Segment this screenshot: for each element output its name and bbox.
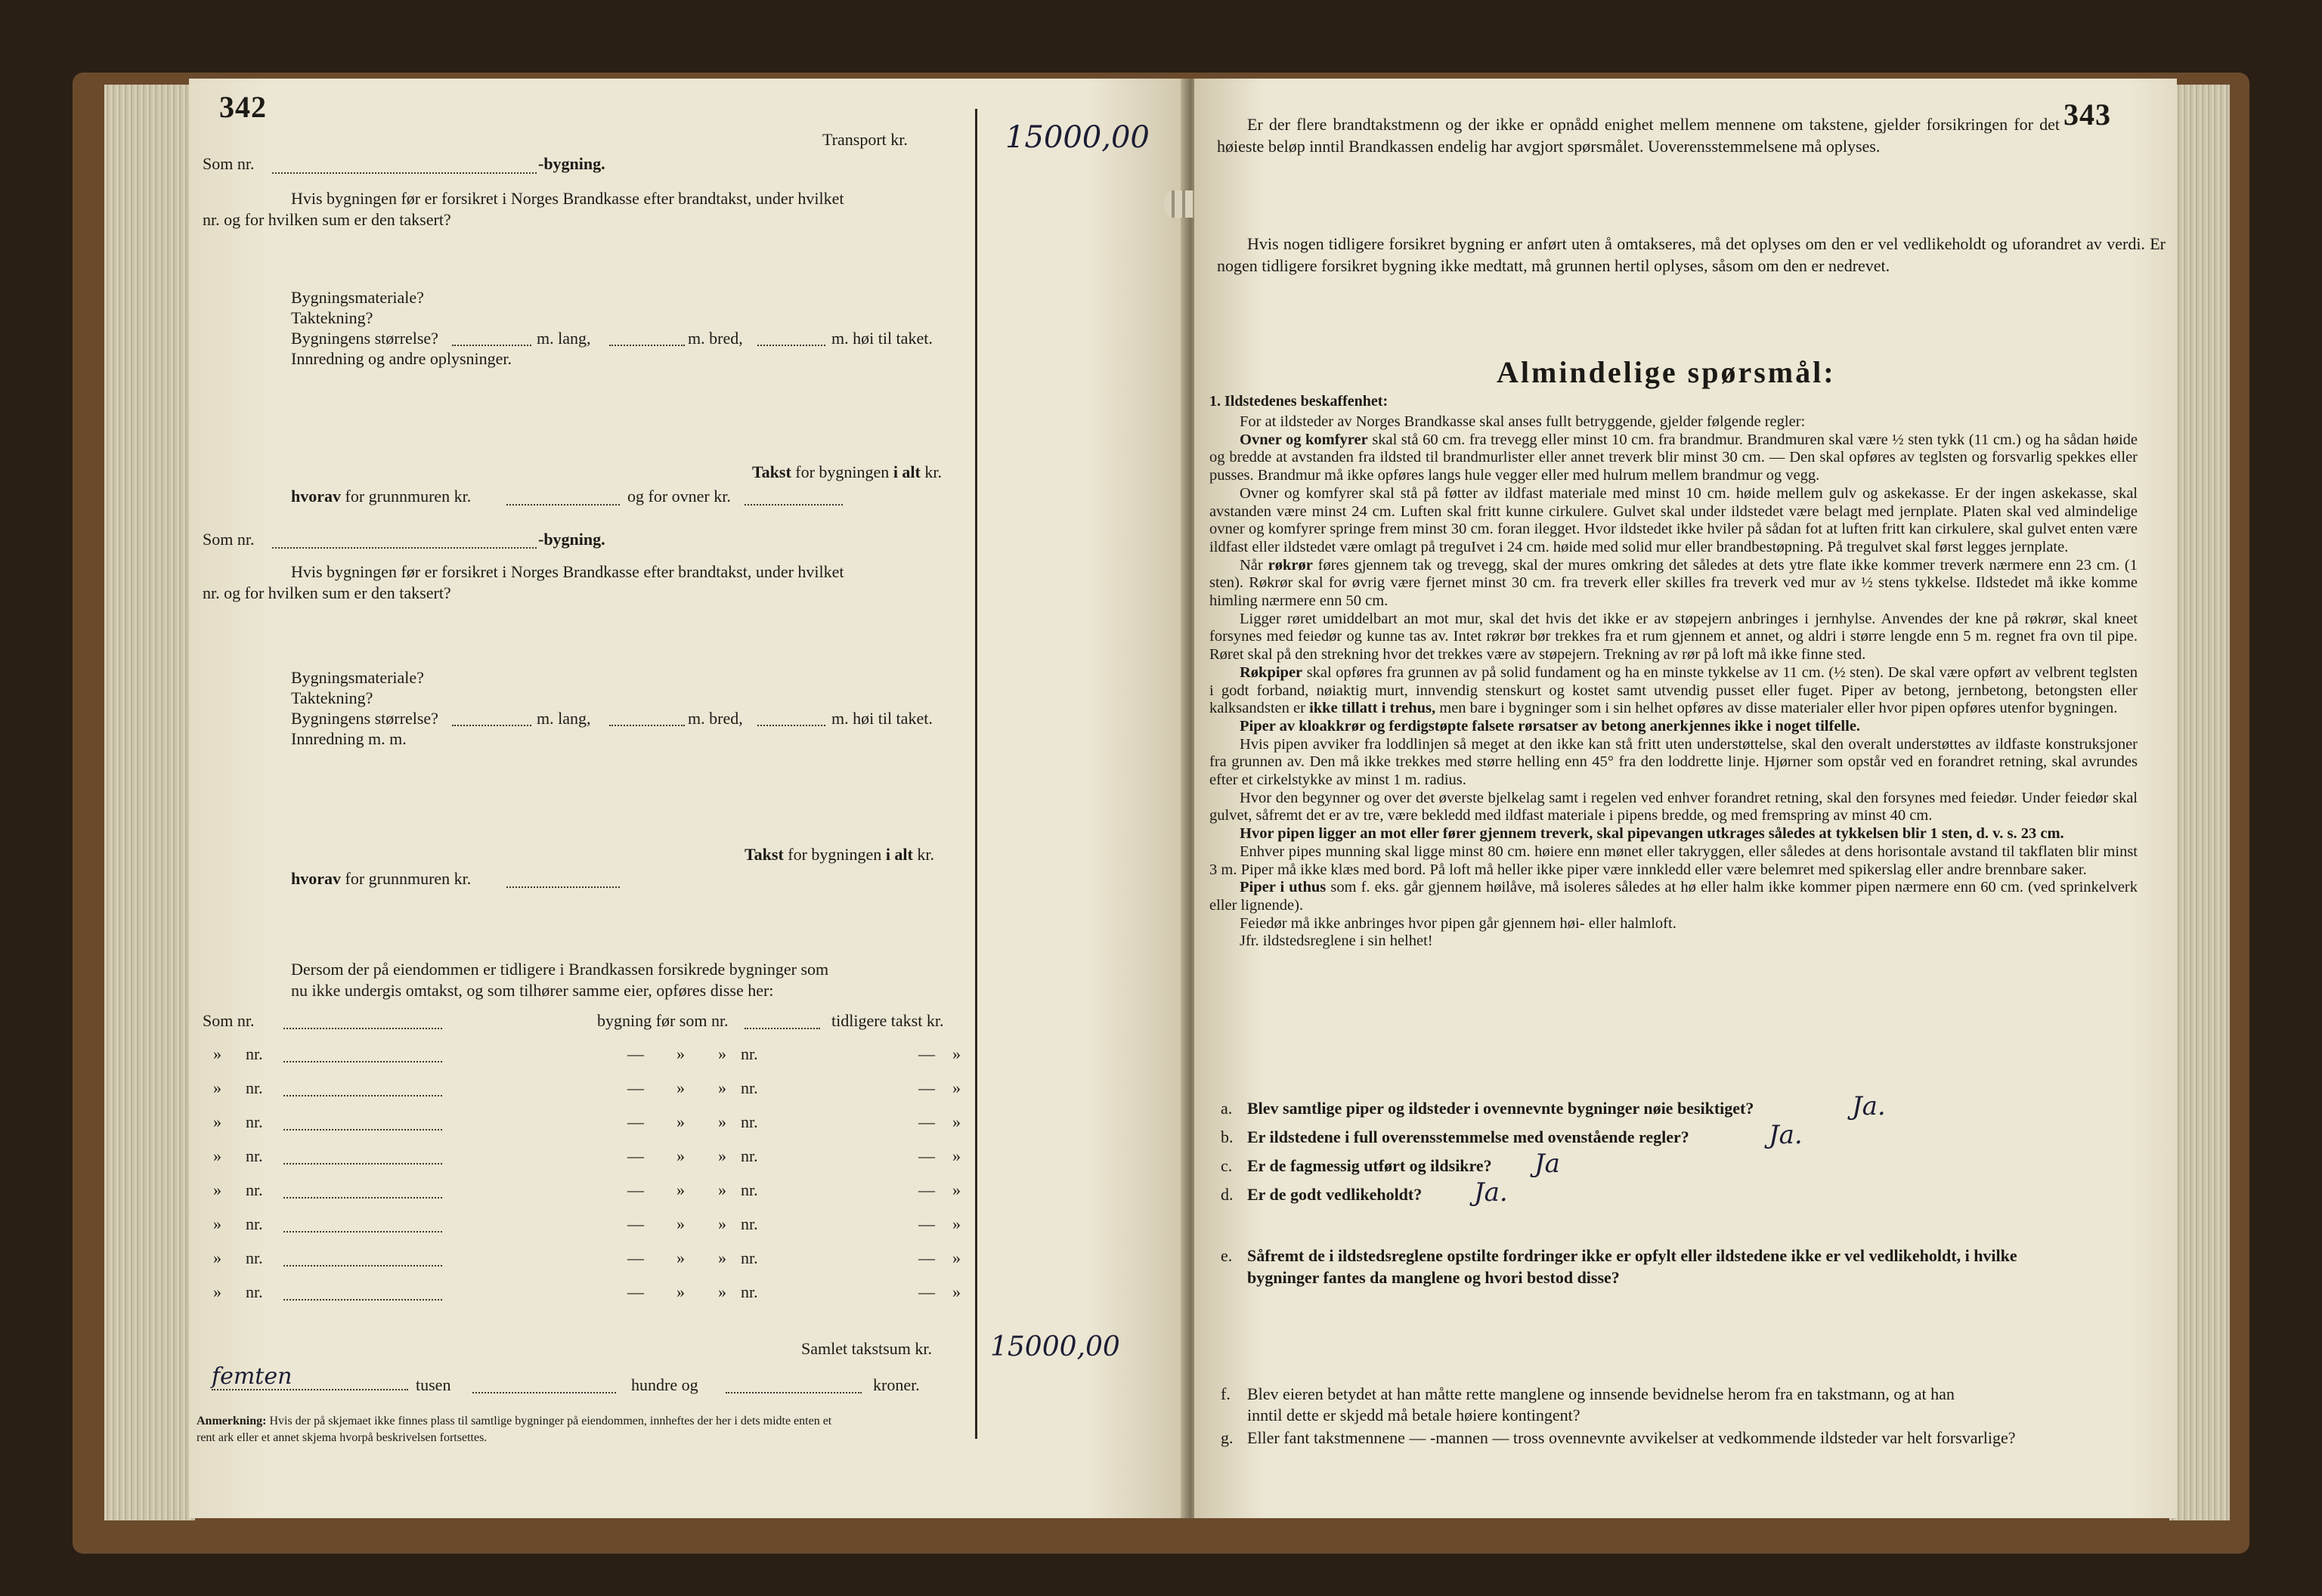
takst-row: Takst for bygningen i alt kr. — [752, 462, 942, 481]
bygning-label: -bygning. — [538, 154, 605, 173]
question-f-letter: f. — [1221, 1384, 1231, 1403]
intro-paragraph-1: Er der flere brandtakstmenn og der ikke er opnådd enighet mellem mennene om takstene, gjelder forsikringen for det høieste beløp inntil Brandkassen endelig har avgjort spørsmålet. Uoverensstemmelsene må oplyses. — [1217, 115, 2060, 156]
kroner-label: kroner. — [873, 1375, 920, 1394]
list-row-ditto-2: » — [676, 1214, 685, 1233]
list-nr-line — [283, 1028, 442, 1029]
list-row-dash-2: — — [918, 1214, 935, 1233]
dersom-text: Dersom der på eiendommen er tidligere i Brandkassen forsikrede bygninger som — [291, 960, 829, 979]
list-row-nr: nr. — [246, 1214, 263, 1233]
list-row-ditto-4: » — [952, 1044, 961, 1063]
length-label-2: m. lang, — [537, 709, 591, 728]
ovner-label: og for ovner kr. — [627, 487, 731, 506]
width-line — [609, 345, 685, 346]
takst-row-2: Takst for bygningen i alt kr. — [745, 845, 934, 864]
list-row-ditto-2: » — [676, 1112, 685, 1131]
intro-paragraph-2: Hvis nogen tidligere forsikret bygning er anført uten å omtakseres, må det oplyses om den er vel vedlikeholdt og uforandret av verdi. Er nogen tidligere forsikret bygning ikke medtatt, må grunnen hertil oplyses, såsom om den er nedrevet. — [1217, 234, 2166, 275]
list-row-dash: — — [627, 1214, 644, 1233]
list-row-dash-2: — — [918, 1078, 935, 1097]
section-title: Almindelige spørsmål: — [1497, 355, 1836, 389]
samlet-label: Samlet takstsum kr. — [801, 1339, 932, 1358]
list-row-ditto-2: » — [676, 1180, 685, 1199]
list-row-ditto-3: » — [718, 1214, 726, 1233]
list-row-line — [283, 1265, 442, 1267]
list-prev-nr-line — [745, 1028, 820, 1029]
hvorav-row-2: hvorav for grunnmuren kr. — [291, 869, 472, 888]
question-e-letter: e. — [1221, 1246, 1233, 1265]
interior-label-2: Innredning m. m. — [291, 729, 407, 748]
list-row-ditto: » — [213, 1112, 221, 1131]
width-label-2: m. bred, — [688, 709, 743, 728]
interior-label: Innredning og andre oplysninger. — [291, 349, 512, 368]
som-nr-line — [272, 172, 537, 174]
list-row-nr-2: nr. — [741, 1282, 758, 1301]
list-row-dash: — — [627, 1180, 644, 1199]
list-bygning-for: bygning før som nr. — [597, 1011, 729, 1030]
anmerkning-note: Anmerkning: Hvis der på skjemaet ikke finnes plass til samtlige bygninger på eiendommen, innheftes der her i dets midte enten et — [197, 1415, 832, 1427]
roof-label-2: Taktekning? — [291, 688, 373, 707]
page-number: 342 — [219, 90, 267, 124]
height-line — [757, 345, 825, 346]
question-text: Blev samtlige piper og ildsteder i ovennevnte bygninger nøie besiktiget? — [1247, 1099, 1754, 1118]
hundre-label: hundre og — [631, 1375, 698, 1394]
question-g-letter: g. — [1221, 1428, 1234, 1447]
height-label-2: m. høi til taket. — [831, 709, 933, 728]
list-row-dash-2: — — [918, 1248, 935, 1267]
thousands-line — [212, 1389, 408, 1390]
list-row-ditto-3: » — [718, 1112, 726, 1131]
list-row-ditto: » — [213, 1248, 221, 1267]
samlet-amount: 15000,00 — [990, 1332, 1120, 1362]
list-row-ditto: » — [213, 1214, 221, 1233]
list-row-nr: nr. — [246, 1180, 263, 1199]
length-line — [452, 345, 531, 346]
list-row-nr-2: nr. — [741, 1248, 758, 1267]
list-row-ditto-3: » — [718, 1078, 726, 1097]
list-row-dash-2: — — [918, 1146, 935, 1165]
list-row-dash-2: — — [918, 1180, 935, 1199]
list-row-dash-2: — — [918, 1044, 935, 1063]
list-row-line — [283, 1197, 442, 1199]
tusen-label: tusen — [416, 1375, 451, 1394]
handwritten-answer: Ja. — [1769, 1120, 1803, 1150]
roof-label: Taktekning? — [291, 308, 373, 327]
list-row-dash: — — [627, 1078, 644, 1097]
ildsted-subheading: 1. Ildstedenes beskaffenhet: — [1209, 393, 1389, 410]
list-row-ditto: » — [213, 1282, 221, 1301]
list-row-ditto: » — [213, 1180, 221, 1199]
list-row-ditto-2: » — [676, 1248, 685, 1267]
hvorav-row: hvorav for grunnmuren kr. — [291, 487, 472, 506]
list-row-ditto-4: » — [952, 1248, 961, 1267]
list-tidligere: tidligere takst kr. — [831, 1011, 944, 1030]
list-row-dash: — — [627, 1044, 644, 1063]
width-line-2 — [609, 725, 685, 726]
list-som-nr: Som nr. — [203, 1011, 255, 1030]
question-letter: d. — [1221, 1185, 1234, 1204]
length-label: m. lang, — [537, 329, 591, 348]
som-nr-label: Som nr. — [203, 154, 255, 173]
list-row-nr-2: nr. — [741, 1214, 758, 1233]
list-row-ditto: » — [213, 1044, 221, 1063]
bygning-label-2: -bygning. — [538, 530, 605, 549]
list-row-dash-2: — — [918, 1282, 935, 1301]
prior-insurance-question: Hvis bygningen før er forsikret i Norges Brandkasse efter brandtakst, under hvilket — [291, 189, 844, 208]
question-letter: c. — [1221, 1156, 1233, 1175]
question-text: Er de godt vedlikeholdt? — [1247, 1185, 1423, 1204]
question-f-cont: inntil dette er skjedd må betale høiere kontingent? — [1247, 1406, 1581, 1424]
list-row-line — [283, 1061, 442, 1062]
prior-insurance-question-2: Hvis bygningen før er forsikret i Norges Brandkasse efter brandtakst, under hvilket — [291, 562, 844, 581]
prior-insurance-question-cont: nr. og for hvilken sum er den taksert? — [203, 210, 451, 229]
handwritten-answer: Ja. — [1474, 1177, 1508, 1208]
list-row-ditto: » — [213, 1078, 221, 1097]
list-row-nr: nr. — [246, 1282, 263, 1301]
list-row-ditto-4: » — [952, 1112, 961, 1131]
question-letter: b. — [1221, 1127, 1234, 1146]
list-row-line — [283, 1163, 442, 1165]
question-letter: a. — [1221, 1099, 1233, 1118]
size-label: Bygningens størrelse? — [291, 329, 438, 348]
list-row-ditto-2: » — [676, 1078, 685, 1097]
question-f: Blev eieren betydet at han måtte rette manglene og innsende bevidnelse herom fra en takstmann, og at han — [1247, 1384, 1955, 1403]
list-row-ditto-4: » — [952, 1078, 961, 1097]
question-e-cont: bygninger fantes da manglene og hvori bestod disse? — [1247, 1268, 1620, 1287]
list-row-line — [283, 1299, 442, 1301]
list-row-nr: nr. — [246, 1248, 263, 1267]
list-row-nr: nr. — [246, 1112, 263, 1131]
hundreds-line — [472, 1392, 616, 1393]
amount-words-thousands: femten — [212, 1363, 293, 1390]
height-line-2 — [757, 725, 825, 726]
transport-amount: 15000,00 — [1005, 120, 1150, 155]
list-row-dash-2: — — [918, 1112, 935, 1131]
size-label-2: Bygningens størrelse? — [291, 709, 438, 728]
page-number-right: 343 — [2063, 97, 2111, 131]
list-row-ditto-4: » — [952, 1282, 961, 1301]
list-row-dash: — — [627, 1112, 644, 1131]
list-row-ditto-3: » — [718, 1282, 726, 1301]
ovner-line — [745, 504, 843, 506]
list-row-ditto-3: » — [718, 1248, 726, 1267]
list-row-ditto-2: » — [676, 1146, 685, 1165]
question-text: Er ildstedene i full overensstemmelse med ovenstående regler? — [1247, 1127, 1689, 1146]
grunnmur-line — [506, 504, 620, 506]
list-row-nr-2: nr. — [741, 1146, 758, 1165]
page-edges-right — [2169, 85, 2230, 1520]
list-row-line — [283, 1095, 442, 1096]
list-row-ditto-2: » — [676, 1044, 685, 1063]
list-row-nr-2: nr. — [741, 1078, 758, 1097]
list-row-ditto-4: » — [952, 1214, 961, 1233]
dersom-text-cont: nu ikke undergis omtakst, og som tilhører samme eier, opføres disse her: — [291, 981, 774, 1000]
list-row-ditto-3: » — [718, 1180, 726, 1199]
left-page — [189, 79, 1187, 1518]
list-row-nr-2: nr. — [741, 1180, 758, 1199]
anmerkning-note-cont: rent ark eller et annet skjema hvorpå beskrivelsen fortsettes. — [197, 1431, 488, 1444]
question-text: Er de fagmessig utført og ildsikre? — [1247, 1156, 1492, 1175]
material-label: Bygningsmateriale? — [291, 288, 424, 307]
list-row-ditto-3: » — [718, 1044, 726, 1063]
amount-column-rule — [975, 109, 977, 1439]
list-row-ditto-3: » — [718, 1146, 726, 1165]
list-row-dash: — — [627, 1146, 644, 1165]
question-e: Såfremt de i ildstedsreglene opstilte fordringer ikke er opfylt eller ildstedene ikke er vel vedlikeholdt, i hvilke — [1247, 1246, 2017, 1265]
list-row-nr-2: nr. — [741, 1112, 758, 1131]
list-row-ditto-4: » — [952, 1180, 961, 1199]
material-label-2: Bygningsmateriale? — [291, 668, 424, 687]
list-row-nr: nr. — [246, 1044, 263, 1063]
transport-label: Transport kr. — [822, 130, 908, 149]
handwritten-answer: Ja. — [1852, 1091, 1886, 1121]
list-row-nr-2: nr. — [741, 1044, 758, 1063]
right-page — [1194, 79, 2177, 1518]
list-row-ditto-4: » — [952, 1146, 961, 1165]
question-g: Eller fant takstmennene — -mannen — tross ovennevnte avvikelser at vedkommende ildsteder var helt forsvarlige? — [1247, 1428, 2016, 1447]
page-edges-left — [104, 85, 195, 1520]
list-row-nr: nr. — [246, 1146, 263, 1165]
fire-regulations-text: For at ildsteder av Norges Brandkasse skal anses fullt betryggende, gjelder følgende regler: Ovner og komfyrer skal stå 60 cm. fra trevegg eller minst 10 cm. fra brandmur. Brandmuren skal være ½ sten tykk (11 cm.) og ha sådan høide og bredde at avstanden fra ildsted til brandmurlister eller annet treverk blir minst 30 cm. — Den skal opføres av teglsten og forsvarlig spekkes eller pusses. Brandmur må ikke opføres langs hule vegger eller med hulrum mellem brandmur og vegg. Ovner og komfyrer skal stå på føtter av ildfast materiale med minst 10 cm. høide mellem gulv og askekasse. Er der ingen askekasse, skal avstanden være minst 24 cm. Luften skal fritt kunne cirkulere. Gulvet skal under ildstedet være belagt med jernplate. Platen skal ved almindelige ovner og komfyrer springe frem minst 30 cm. foran ilegget. Hvor ildstedet ikke hviler på sådan fot at luften fritt kan cirkulere, skal gulvet enten være ildfast eller ildstedet være omlagt på treguIvet i 24 cm. høide med solid mur eller brandbestøpning. På tregulvet skal først legges jernplate. Når røkrør føres gjennem tak og trevegg, skal der mures omkring det således at dets ytre flate ikke kommer treverk nærmere enn 23 cm. (1 sten). Røkrør skal for øvrig være fjernet minst 30 cm. fra treverk eller skilles fra treverk ved mur av ½ stens tykkelse. Ildstedet må ikke komme himling nærmere enn 50 cm. Ligger røret umiddelbart an mot mur, skal det hvis det ikke er av støpejern anbringes i jernhylse. Anvendes der kne på røkrør, skal kneet forsynes med feiedør og kunne tas av. Intet røkrør bør trekkes fra et rum gjennem et annet, og aldri i større lengde enn 5 m. regnet fra ovn til pipe. Røret skal på den strekning hvor det trekkes være av støpejern. Trekning av rør på loft må ikke finne sted. Røkpiper skal opføres fra grunnen av på solid fundament og ha en minste tykkelse av 11 cm. (½ sten). De skal være opført av velbrent teglsten i godt forband, nøiaktig murt, innvendig stenskurt og kostet samt utvendig pusset eller fuget. Piper av betong, jernbetong, betongsten eller kalksandsten er ikke tillatt i trehus, men bare i bygninger som i sin helhet opføres av disse materialer eller hvor pipen opføres utenfor bygningen. Piper av kloakkrør og ferdigstøpte falsete rørsatser av betong anerkjennes ikke i noget tilfelle. Hvis pipen avviker fra loddlinjen så meget at den ikke kan stå fritt uten understøttelse, skal den overalt understøttes av ildfaste konstruksjoner fra grunnen av. Den må ikke trekkes med større helling enn 45° fra den loddrette linje. Hjørner som opstår ved en forandret retning, skal avrundes efter et cirkelstykke av minst 1 m. radius. Hvor den begynner og over det øverste bjelkelag samt i regelen ved enhver forandret retning, skal den forsynes med feiedør. Under feiedør skal gulvet, såfremt det er av tre, være bekledd med ildfast materiale i pipens bredde, og med fremspring av minst 40 cm. Hvor pipen ligger an mot eller fører gjennem treverk, skal pipevangen utkrages således at tykkelsen blir 1 sten, d. v. s. 23 cm. Enhver pipes munning skal ligge minst 80 cm. høiere enn mønet eller takryggen, eller således at dens horisontale avstand til takflaten blir minst 3 m. Piper må ikke klæs med bord. På loft må heller ikke piper være innkledd eller være belemret med spikerslag eller andre brennbare saker. Piper i uthus som f. eks. går gjennem høilåve, må isoleres således at hø eller halm ikke kommer pipen nærmere enn 60 cm. (ved sprinkelverk eller lignende). Feiedør må ikke anbringes hvor pipen går gjennem høi- eller halmloft. Jfr. ildstedsreglene i sin helhet! — [1209, 413, 2138, 950]
length-line-2 — [452, 725, 531, 726]
grunnmur-line-2 — [506, 886, 620, 888]
list-row-nr: nr. — [246, 1078, 263, 1097]
list-row-dash: — — [627, 1248, 644, 1267]
height-label: m. høi til taket. — [831, 329, 933, 348]
kroner-line — [726, 1392, 862, 1393]
list-row-line — [283, 1129, 442, 1130]
list-row-line — [283, 1231, 442, 1233]
handwritten-answer: Ja — [1534, 1149, 1560, 1179]
list-row-ditto-2: » — [676, 1282, 685, 1301]
som-nr-line-2 — [272, 547, 537, 549]
list-row-dash: — — [627, 1282, 644, 1301]
som-nr-label-2: Som nr. — [203, 530, 255, 549]
prior-insurance-question-2-cont: nr. og for hvilken sum er den taksert? — [203, 583, 451, 602]
width-label: m. bred, — [688, 329, 743, 348]
list-row-ditto: » — [213, 1146, 221, 1165]
